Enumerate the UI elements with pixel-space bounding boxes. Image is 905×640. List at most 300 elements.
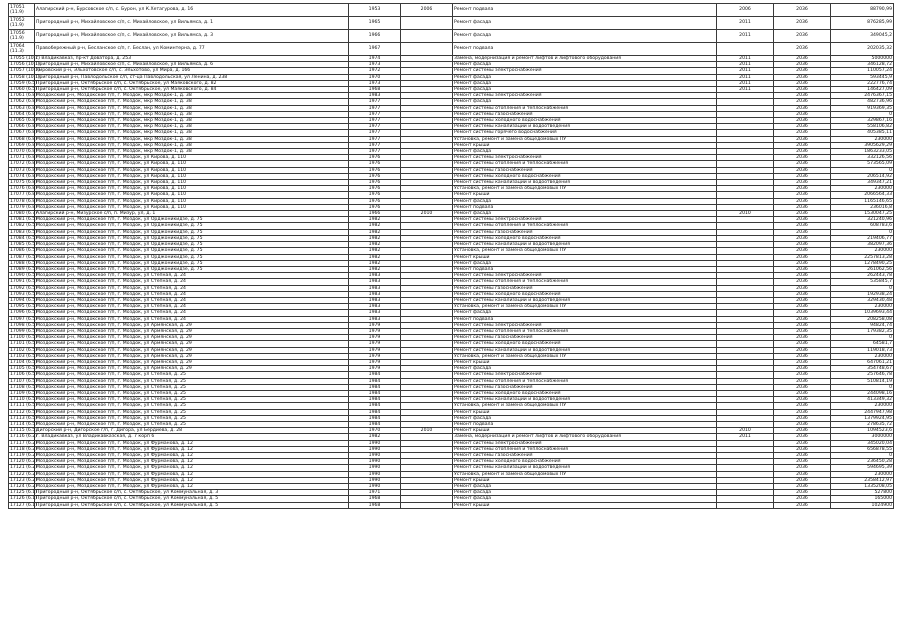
- cost-cell: 594695,39: [831, 465, 894, 471]
- work-type-cell: Ремонт подвала: [453, 421, 717, 427]
- cost-cell: 230000: [831, 304, 894, 310]
- cost-cell: 88790,99: [831, 4, 894, 17]
- row-id-cell: 17086 (6.5): [10, 248, 37, 254]
- work-type-cell: Ремонт фасада: [453, 366, 717, 372]
- work-type-cell: Установка, ремонт и замена общедомовых ПУ: [453, 304, 717, 310]
- cost-cell: 208258,08: [831, 316, 894, 322]
- address-cell: Моздокский р-н, Моздокское г/п, г. Моздок, мкр Моздок-1, д. 38: [35, 149, 349, 155]
- cost-cell: 64581,7: [831, 341, 894, 347]
- row-id-cell: 17095 (6.5): [10, 304, 37, 310]
- plan-to-cell: 2036: [774, 173, 831, 179]
- plan-to-cell: 2036: [774, 4, 831, 17]
- build-year-cell: 1968: [349, 502, 401, 508]
- row-id-cell: 17104 (6.5): [10, 359, 37, 365]
- plan-to-cell: 2036: [774, 93, 831, 99]
- cost-cell: 119018,73: [831, 347, 894, 353]
- row-id-cell: 17127 (6.1): [10, 502, 37, 508]
- plan-to-cell: 2036: [774, 167, 831, 173]
- work-type-cell: Ремонт системы канализации и водоотведения: [453, 397, 717, 403]
- table-row: [9, 17, 894, 30]
- cost-cell: 647061,21: [831, 359, 894, 365]
- address-cell: Моздокский р-н, Моздокское г/п, г. Моздок, ул Степная, д. 25: [35, 409, 349, 415]
- address-cell: Пригородный р-н, Октябрьское с/п, с. Октябрьское, ул Коммунальная, д. 5: [35, 502, 349, 508]
- plan-to-cell: 2036: [774, 484, 831, 490]
- cost-cell: 656878,55: [831, 446, 894, 452]
- cost-cell: 244098,16: [831, 390, 894, 396]
- address-cell: Моздокский р-н, Моздокское г/п, г. Моздок, мкр Моздок-1, д. 38: [35, 142, 349, 148]
- work-type-cell: Ремонт системы электроснабжения: [453, 372, 717, 378]
- cost-cell: 230000: [831, 136, 894, 142]
- cost-cell: 346128,72: [831, 62, 894, 68]
- cost-cell: 278635,72: [831, 421, 894, 427]
- row-id-cell: 17051 (11.9): [9, 4, 35, 17]
- build-year-cell: 1977: [349, 111, 401, 117]
- build-year-cell: 1968: [349, 496, 401, 502]
- work-type-cell: Ремонт системы электроснабжения: [453, 440, 717, 446]
- plan-to-cell: 2036: [774, 471, 831, 477]
- address-cell: Моздокский р-н, Моздокское г/п, г. Моздок, ул Орджоникидзе, д. 75: [35, 254, 349, 260]
- plan-to-cell: 2036: [774, 353, 831, 359]
- address-cell: Моздокский р-н, Моздокское г/п, г. Моздок, ул Степная, д. 24: [35, 273, 349, 279]
- build-year-cell: 1982: [349, 248, 401, 254]
- address-cell: Моздокский р-н, Моздокское г/п, г. Моздок, мкр Моздок-1, д. 38: [35, 130, 349, 136]
- table-row: [9, 502, 894, 508]
- last-repair-year-cell: [401, 43, 453, 56]
- plan-to-cell: 2036: [774, 403, 831, 409]
- cost-cell: 261062,56: [831, 266, 894, 272]
- plan-to-cell: 2036: [774, 366, 831, 372]
- build-year-cell: 1983: [349, 93, 401, 99]
- work-type-cell: Ремонт системы электроснабжения: [453, 93, 717, 99]
- work-type-cell: Ремонт подвала: [453, 266, 717, 272]
- work-type-cell: Ремонт фасада: [453, 490, 717, 496]
- row-id-cell: 17069 (6.8): [10, 142, 37, 148]
- address-cell: Пригородный р-н, Октябрьское с/п, с. Октябрьское, ул Маяковского, д. 82: [35, 80, 349, 86]
- cost-cell: 558106,82: [831, 124, 894, 130]
- address-cell: Моздокский р-н, Моздокское г/п, г. Моздок, ул Фурманова, д. 12: [35, 459, 349, 465]
- work-type-cell: Установка, ремонт и замена общедомовых ПУ: [453, 471, 717, 477]
- address-cell: Моздокский р-н, Моздокское г/п, г. Моздок, ул Кирова, д. 110: [35, 173, 349, 179]
- address-cell: Алагирский р-н, Мизурское с/п, п. Мизур, ул, д. 1: [35, 211, 349, 217]
- row-id-cell: 17117 (6.2): [10, 440, 37, 446]
- cost-cell: 321240,96: [831, 217, 894, 223]
- work-type-cell: Установка, ремонт и замена общедомовых ПУ: [453, 403, 717, 409]
- plan-to-cell: 2036: [774, 273, 831, 279]
- capital-repair-table: [8, 3, 894, 509]
- row-id-cell: 17064 (11.3): [9, 43, 35, 56]
- plan-to-cell: 2036: [774, 297, 831, 303]
- address-cell: Моздокский р-н, Моздокское г/п, г. Моздок, ул Фурманова, д. 12: [35, 484, 349, 490]
- cost-cell: 919369,35: [831, 105, 894, 111]
- plan-to-cell: 2036: [774, 105, 831, 111]
- row-id-cell: 17059 (6.5): [10, 80, 37, 86]
- plan-from-cell: [717, 43, 774, 56]
- row-id-cell: 17077 (6.8): [10, 192, 37, 198]
- work-type-cell: Замена, модернизация и ремонт лифтов и лифтового оборудования: [453, 56, 717, 62]
- row-id-cell: 17071 (6.8): [10, 155, 37, 161]
- cost-cell: 230000: [831, 248, 894, 254]
- plan-to-cell: 2036: [774, 310, 831, 316]
- work-type-cell: Ремонт подвала: [453, 316, 717, 322]
- plan-from-cell: 2011: [717, 74, 774, 80]
- row-id-cell: 17103 (6.5): [10, 353, 37, 359]
- row-id-cell: 17070 (6.8): [10, 149, 37, 155]
- address-cell: Моздокский р-н, Моздокское г/п, г. Моздок, ул Армянская, д. 29: [35, 359, 349, 365]
- build-year-cell: 1984: [349, 378, 401, 384]
- build-year-cell: 1982: [349, 242, 401, 248]
- plan-to-cell: 2036: [774, 211, 831, 217]
- plan-to-cell: 2036: [774, 136, 831, 142]
- address-cell: Моздокский р-н, Моздокское г/п, г. Моздок, ул Армянская, д. 29: [35, 353, 349, 359]
- cost-cell: 5000000: [831, 56, 894, 62]
- work-type-cell: Ремонт фасада: [453, 74, 717, 80]
- plan-to-cell: 2036: [774, 359, 831, 365]
- plan-to-cell: 2036: [774, 229, 831, 235]
- plan-to-cell: 2036: [774, 502, 831, 508]
- address-cell: Моздокский р-н, Моздокское г/п, г. Моздок, ул Фурманова, д. 12: [35, 471, 349, 477]
- build-year-cell: 1982: [349, 434, 401, 440]
- build-year-cell: 1976: [349, 186, 401, 192]
- plan-to-cell: 2036: [774, 87, 831, 93]
- build-year-cell: 1984: [349, 403, 401, 409]
- address-cell: Моздокский р-н, Моздокское г/п, г. Моздок, ул Степная, д. 24: [35, 291, 349, 297]
- cost-cell: 1335208,05: [831, 484, 894, 490]
- address-cell: Моздокский р-н, Моздокское г/п, г. Моздок, ул Степная, д. 24: [35, 285, 349, 291]
- plan-to-cell: 2036: [774, 409, 831, 415]
- build-year-cell: 1983: [349, 291, 401, 297]
- table-row: [9, 43, 894, 56]
- address-cell: Моздокский р-н, Моздокское г/п, г. Моздок, ул Фурманова, д. 12: [35, 446, 349, 452]
- address-cell: Моздокский р-н, Моздокское г/п, г. Моздок, ул Кирова, д. 110: [35, 155, 349, 161]
- plan-to-cell: 2036: [774, 304, 831, 310]
- row-id-cell: 17111 (6.5): [10, 403, 37, 409]
- address-cell: Моздокский р-н, Моздокское г/п, г. Моздок, мкр Моздок-1, д. 38: [35, 111, 349, 117]
- row-id-cell: 17120 (6.2): [10, 459, 37, 465]
- row-id-cell: 17087 (6.5): [10, 254, 37, 260]
- work-type-cell: Ремонт системы отопления и теплоснабжения: [453, 446, 717, 452]
- cost-cell: 206514,92: [831, 173, 894, 179]
- build-year-cell: 1982: [349, 217, 401, 223]
- build-year-cell: 1990: [349, 459, 401, 465]
- plan-to-cell: 2036: [774, 446, 831, 452]
- address-cell: Моздокский р-н, Моздокское г/п, г. Моздок, ул Кирова, д. 110: [35, 192, 349, 198]
- last-repair-year-cell: [401, 30, 453, 43]
- address-cell: Моздокский р-н, Моздокское г/п, г. Моздок, ул Орджоникидзе, д. 75: [35, 229, 349, 235]
- plan-to-cell: 2036: [774, 384, 831, 390]
- plan-to-cell: 2036: [774, 124, 831, 130]
- work-type-cell: Ремонт крыши: [453, 254, 717, 260]
- plan-to-cell: 2036: [774, 266, 831, 272]
- build-year-cell: 1983: [349, 310, 401, 316]
- plan-to-cell: 2036: [774, 254, 831, 260]
- build-year-cell: 1970: [349, 428, 401, 434]
- work-type-cell: Ремонт крыши: [453, 142, 717, 148]
- build-year-cell: 1983: [349, 304, 401, 310]
- work-type-cell: Ремонт фасада: [453, 87, 717, 93]
- address-cell: Правобережный р-н, Бесланское с/п, г. Беслан, ул Коминтерна, д. 77: [35, 43, 349, 56]
- row-id-cell: 17093 (6.5): [10, 291, 37, 297]
- row-id-cell: 17113 (6.5): [10, 415, 37, 421]
- plan-from-cell: 2011: [717, 17, 774, 30]
- row-id-cell: 17075 (6.8): [10, 180, 37, 186]
- work-type-cell: Ремонт системы газоснабжения: [453, 111, 717, 117]
- cost-cell: 573565,09: [831, 161, 894, 167]
- plan-from-cell: 2006: [717, 4, 774, 17]
- cost-cell: 230000: [831, 471, 894, 477]
- row-id-cell: 17064 (6.8): [10, 111, 37, 117]
- row-id-cell: 17058 (10.1): [10, 74, 40, 80]
- plan-to-cell: 2036: [774, 62, 831, 68]
- address-cell: Кировский р-н, Эльхотовское с/п, с. Эльхотово, ул Мира, д. 166: [35, 68, 349, 74]
- row-id-cell: 17124 (6.2): [10, 484, 37, 490]
- cost-cell: 2358412,97: [831, 477, 894, 483]
- work-type-cell: Установка, ремонт и замена общедомовых ПУ: [453, 248, 717, 254]
- row-id-cell: 17121 (6.2): [10, 465, 37, 471]
- plan-to-cell: 2036: [774, 322, 831, 328]
- cost-cell: 230000: [831, 186, 894, 192]
- row-id-cell: 17106 (6.5): [10, 372, 37, 378]
- build-year-cell: 1970: [349, 74, 401, 80]
- build-year-cell: 1984: [349, 409, 401, 415]
- work-type-cell: Установка, ремонт и замена общедомовых ПУ: [453, 353, 717, 359]
- build-year-cell: 1982: [349, 235, 401, 241]
- work-type-cell: Ремонт системы холодного водоснабжения: [453, 173, 717, 179]
- work-type-cell: Ремонт фасада: [453, 30, 717, 43]
- last-repair-year-cell: 2006: [401, 4, 453, 17]
- cost-cell: 0: [831, 167, 894, 173]
- row-id-cell: 17092 (6.5): [10, 285, 37, 291]
- plan-to-cell: 2036: [774, 30, 831, 43]
- plan-to-cell: 2036: [774, 328, 831, 334]
- address-cell: Моздокский р-н, Моздокское г/п, г. Моздок, ул Фурманова, д. 12: [35, 453, 349, 459]
- cost-cell: 1530047,25: [831, 211, 894, 217]
- address-cell: Моздокский р-н, Моздокское г/п, г. Моздок, ул Кирова, д. 110: [35, 186, 349, 192]
- address-cell: Моздокский р-н, Моздокское г/п, г. Моздок, ул Орджоникидзе, д. 75: [35, 217, 349, 223]
- work-type-cell: Ремонт подвала: [453, 204, 717, 210]
- row-id-cell: 17112 (6.5): [10, 409, 37, 415]
- work-type-cell: Ремонт системы отопления и теплоснабжения: [453, 105, 717, 111]
- row-id-cell: 17096 (6.5): [10, 310, 37, 316]
- work-type-cell: Ремонт системы электроснабжения: [453, 68, 717, 74]
- build-year-cell: 1984: [349, 415, 401, 421]
- plan-to-cell: 2036: [774, 496, 831, 502]
- address-cell: Моздокский р-н, Моздокское г/п, г. Моздок, ул Степная, д. 25: [35, 390, 349, 396]
- cost-cell: 329867,16: [831, 118, 894, 124]
- address-cell: Моздокский р-н, Моздокское г/п, г. Моздок, ул Кирова, д. 110: [35, 180, 349, 186]
- plan-to-cell: 2036: [774, 43, 831, 56]
- work-type-cell: Ремонт системы канализации и водоотведения: [453, 242, 717, 248]
- address-cell: Моздокский р-н, Моздокское г/п, г. Моздок, ул Орджоникидзе, д. 75: [35, 223, 349, 229]
- build-year-cell: 1984: [349, 372, 401, 378]
- row-id-cell: 17125 (6.1): [10, 490, 37, 496]
- cost-cell: 0: [831, 453, 894, 459]
- plan-to-cell: 2036: [774, 242, 831, 248]
- plan-to-cell: 2036: [774, 248, 831, 254]
- row-id-cell: 17105 (6.5): [10, 366, 37, 372]
- plan-to-cell: 2036: [774, 397, 831, 403]
- table-row: [9, 4, 894, 17]
- plan-to-cell: 2036: [774, 68, 831, 74]
- row-id-cell: 17097 (6.5): [10, 316, 37, 322]
- build-year-cell: 1976: [349, 161, 401, 167]
- plan-to-cell: 2036: [774, 434, 831, 440]
- cost-cell: 527800: [831, 490, 894, 496]
- plan-from-cell: 2011: [717, 80, 774, 86]
- work-type-cell: Ремонт системы газоснабжения: [453, 229, 717, 235]
- build-year-cell: 1976: [349, 204, 401, 210]
- cost-cell: 405385,11: [831, 130, 894, 136]
- build-year-cell: 1979: [349, 359, 401, 365]
- work-type-cell: Ремонт системы отопления и теплоснабжения: [453, 223, 717, 229]
- plan-to-cell: 2036: [774, 465, 831, 471]
- row-id-cell: 17118 (6.2): [10, 446, 37, 452]
- row-id-cell: 17055 (10.1): [10, 56, 40, 61]
- plan-to-cell: 2036: [774, 204, 831, 210]
- cost-cell: 593445,9: [831, 74, 894, 80]
- cost-cell: 222776,74: [831, 80, 894, 86]
- cost-cell: 236016,8: [831, 204, 894, 210]
- cost-cell: 345020,04: [831, 440, 894, 446]
- cost-cell: 2476367,15: [831, 93, 894, 99]
- row-id-cell: 17108 (6.5): [10, 384, 37, 390]
- cost-cell: 413349,32: [831, 397, 894, 403]
- address-cell: Моздокский р-н, Моздокское г/п, г. Моздок, ул Степная, д. 25: [35, 378, 349, 384]
- plan-to-cell: 2036: [774, 99, 831, 105]
- build-year-cell: 1982: [349, 223, 401, 229]
- cost-cell: 1094523,6: [831, 428, 894, 434]
- build-year-cell: 1973: [349, 62, 401, 68]
- work-type-cell: Установка, ремонт и замена общедомовых ПУ: [453, 136, 717, 142]
- build-year-cell: 1977: [349, 130, 401, 136]
- row-id-cell: 17065 (6.8): [10, 118, 37, 124]
- row-id-cell: 17114 (6.5): [10, 421, 37, 427]
- cost-cell: 1863233,05: [831, 149, 894, 155]
- build-year-cell: 1977: [349, 105, 401, 111]
- address-cell: Моздокский р-н, Моздокское г/п, г. Моздок, ул Степная, д. 25: [35, 384, 349, 390]
- plan-to-cell: 2036: [774, 142, 831, 148]
- row-id-cell: 17116 (6.2): [10, 434, 37, 440]
- row-id-cell: 17072 (6.8): [10, 161, 37, 167]
- build-year-cell: 1976: [349, 192, 401, 198]
- cost-cell: 876285,99: [831, 17, 894, 30]
- table-row: [9, 30, 894, 43]
- row-id-cell: 17094 (6.5): [10, 297, 37, 303]
- plan-from-cell: 2011: [717, 68, 774, 74]
- cost-cell: 535845,7: [831, 279, 894, 285]
- address-cell: Моздокский р-н, Моздокское г/п, г. Моздок, ул Орджоникидзе, д. 75: [35, 242, 349, 248]
- row-id-cell: 17082 (6.5): [10, 223, 37, 229]
- row-id-cell: 17122 (6.2): [10, 471, 37, 477]
- address-cell: Моздокский р-н, Моздокское г/п, г. Моздок, ул Армянская, д. 29: [35, 347, 349, 353]
- address-cell: Моздокский р-н, Моздокское г/п, г. Моздок, ул Степная, д. 24: [35, 316, 349, 322]
- address-cell: Моздокский р-н, Моздокское г/п, г. Моздок, ул Орджоникидзе, д. 75: [35, 260, 349, 266]
- work-type-cell: Ремонт крыши: [453, 477, 717, 483]
- cost-cell: 510814,19: [831, 378, 894, 384]
- row-id-cell: 17060 (6.5): [10, 87, 37, 93]
- work-type-cell: Ремонт системы газоснабжения: [453, 285, 717, 291]
- work-type-cell: Ремонт системы электроснабжения: [453, 155, 717, 161]
- cost-cell: 349045,2: [831, 30, 894, 43]
- address-cell: Моздокский р-н, Моздокское г/п, г. Моздок, ул Фурманова, д. 12: [35, 440, 349, 446]
- row-id-cell: 17110 (6.5): [10, 397, 37, 403]
- plan-from-cell: 2010: [717, 428, 774, 434]
- address-cell: Моздокский р-н, Моздокское г/п, г. Моздок, ул Степная, д. 25: [35, 397, 349, 403]
- last-repair-year-cell: [401, 502, 453, 508]
- address-cell: Алагирский р-н, Бурсовское с/п, с. Бурон, ул К.Хетагурова, д. 16: [35, 4, 349, 17]
- address-cell: Моздокский р-н, Моздокское г/п, г. Моздок, ул Армянская, д. 29: [35, 322, 349, 328]
- work-type-cell: Ремонт фасада: [453, 496, 717, 502]
- plan-to-cell: 2036: [774, 118, 831, 124]
- work-type-cell: Ремонт подвала: [453, 43, 717, 56]
- plan-to-cell: 2036: [774, 421, 831, 427]
- build-year-cell: 1968: [349, 87, 401, 93]
- cost-cell: 2066564,33: [831, 192, 894, 198]
- plan-from-cell: 2011: [717, 434, 774, 440]
- work-type-cell: Ремонт системы отопления и теплоснабжения: [453, 378, 717, 384]
- work-type-cell: Ремонт системы канализации и водоотведения: [453, 297, 717, 303]
- address-cell: г. Владикавказ, ул Владикавказская, д. 7 корп 6: [35, 434, 349, 440]
- cost-cell: 0: [831, 285, 894, 291]
- plan-to-cell: 2036: [774, 415, 831, 421]
- work-type-cell: Ремонт фасада: [453, 149, 717, 155]
- work-type-cell: Ремонт фасада: [453, 62, 717, 68]
- row-id-cell: 17068 (6.8): [10, 136, 37, 142]
- last-repair-year-cell: 2010: [401, 428, 453, 434]
- work-type-cell: Ремонт системы электроснабжения: [453, 273, 717, 279]
- plan-from-cell: 2010: [717, 211, 774, 217]
- work-type-cell: Ремонт системы электроснабжения: [453, 217, 717, 223]
- plan-from-cell: 2011: [717, 62, 774, 68]
- plan-to-cell: 2036: [774, 428, 831, 434]
- address-cell: Моздокский р-н, Моздокское г/п, г. Моздок, мкр Моздок-1, д. 38: [35, 105, 349, 111]
- plan-to-cell: 2036: [774, 223, 831, 229]
- row-id-cell: 17088 (6.5): [10, 260, 37, 266]
- build-year-cell: 1979: [349, 322, 401, 328]
- row-id-cell: 17083 (6.5): [10, 229, 37, 235]
- cost-cell: 1039693,44: [831, 310, 894, 316]
- address-cell: Моздокский р-н, Моздокское г/п, г. Моздок, ул Кирова, д. 110: [35, 167, 349, 173]
- build-year-cell: 1984: [349, 384, 401, 390]
- cost-cell: 257646,78: [831, 372, 894, 378]
- row-id-cell: 17119 (6.2): [10, 453, 37, 458]
- build-year-cell: 1984: [349, 390, 401, 396]
- build-year-cell: 1982: [349, 260, 401, 266]
- plan-to-cell: 2036: [774, 347, 831, 353]
- work-type-cell: Ремонт фасада: [453, 484, 717, 490]
- plan-to-cell: 2036: [774, 378, 831, 384]
- build-year-cell: 1976: [349, 180, 401, 186]
- build-year-cell: 1990: [349, 484, 401, 490]
- plan-to-cell: 2036: [774, 56, 831, 62]
- address-cell: Моздокский р-н, Моздокское г/п, г. Моздок, ул Фурманова, д. 12: [35, 477, 349, 483]
- cost-cell: 0: [831, 384, 894, 390]
- plan-to-cell: 2036: [774, 459, 831, 465]
- cost-cell: 608783,6: [831, 223, 894, 229]
- address-cell: Моздокский р-н, Моздокское г/п, г. Моздок, мкр Моздок-1, д. 38: [35, 136, 349, 142]
- address-cell: Моздокский р-н, Моздокское г/п, г. Моздок, ул Степная, д. 24: [35, 279, 349, 285]
- work-type-cell: Ремонт системы канализации и водоотведения: [453, 124, 717, 130]
- cost-cell: 1278490,25: [831, 260, 894, 266]
- address-cell: Моздокский р-н, Моздокское г/п, г. Моздок, мкр Моздок-1, д. 38: [35, 93, 349, 99]
- address-cell: Пригородный р-н, Павлодольское с/п, ст-ца Павлодольская, ул Ленина, д. 238: [35, 74, 349, 80]
- build-year-cell: 1990: [349, 477, 401, 483]
- build-year-cell: 1979: [349, 341, 401, 347]
- row-id-cell: 17052 (11.9): [9, 17, 35, 30]
- plan-to-cell: 2036: [774, 74, 831, 80]
- build-year-cell: 1977: [349, 136, 401, 142]
- build-year-cell: 1976: [349, 167, 401, 173]
- build-year-cell: 1976: [349, 198, 401, 204]
